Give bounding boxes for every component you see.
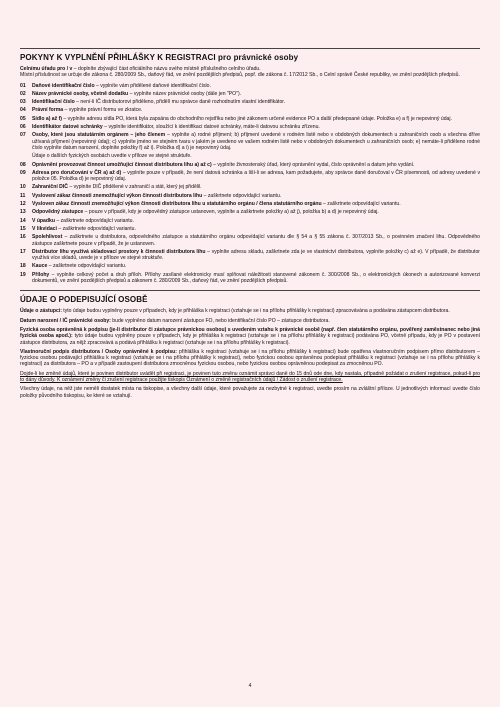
instructions-page <box>20 48 480 402</box>
item-title: Přílohy <box>32 271 50 278</box>
item-text <box>32 209 480 215</box>
item-number: 16 <box>20 234 26 241</box>
list-item <box>20 107 480 113</box>
item-body: – vyplníte identifikátor, sloužící k identifikaci datové schránky, máte-li datovou schránku zřízenu. <box>102 124 320 131</box>
item-number: 08 <box>20 161 26 168</box>
intro-text: – doplníte zbývající část oficiálního názvu svého místně příslušného celního úřadu. <box>72 66 261 72</box>
signatory-section <box>20 290 480 399</box>
item-body: – zaškrtnete odpovídající variantu. <box>56 225 136 232</box>
item-body: – vyplníte právní formu ve zkratce. <box>63 107 143 114</box>
item-text <box>32 272 480 285</box>
item-number: 15 <box>20 225 26 232</box>
list-item <box>20 263 480 269</box>
intro-block <box>20 66 480 79</box>
item-number: 13 <box>20 209 26 216</box>
signatory-text: přihláška k registraci (vztahuje se i na přílohu přihlášky k registraci) bude opatřena vlastnoručním podpisem přímo distributorem – fyzickou osobou podávající přihlášku k registraci (vztahuje se i na přílohu přihlášky k registraci), nebo fyzickou osobou oprávněnou podepisat přihlášku k registraci (vztahuje se i na přílohu přihlášky k registraci) za distributora – PO a v případě zastoupení distributora zmocněnou fyzickou osobou, nebo fyzickou osobou oprávněnou podepisat za zmocněnou PO. <box>20 348 480 368</box>
list-item <box>20 184 480 190</box>
item-title: V likvidaci <box>32 225 57 232</box>
item-title: Adresa pro doručování v ČR a) až d) <box>32 169 122 176</box>
signatory-text: tyto údaje budou vyplněny pouze v případech, kdy je přihláška k registraci (vztahuje se i na přílohu přihlášky k registraci) zpracovávána a podávána zástupcem distributora. <box>61 308 450 315</box>
item-number: 07 <box>20 132 26 139</box>
list-item <box>20 91 480 97</box>
item-title: Identifikační číslo <box>32 99 75 106</box>
item-text <box>32 201 480 207</box>
item-text <box>32 170 480 183</box>
item-body: – pouze v případě, kdy je odpovědný zástupce ustanoven, vyplníte a zaškrtnete položky a) až j), položka b) a d) je nepovinný údaj. <box>83 209 379 216</box>
item-text <box>32 184 480 190</box>
item-body: – zaškrtnete odpovídající variantu. <box>54 217 134 224</box>
item-number: 01 <box>20 82 26 89</box>
heading-instructions: POKYNY K VYPLNĚNÍ PŘIHLÁŠKY K REGISTRACI pro právnické osoby <box>20 53 299 62</box>
item-title: Spolehlivost <box>32 234 63 241</box>
signatory-paragraph <box>20 318 480 324</box>
item-text <box>32 83 480 89</box>
item-number: 11 <box>20 192 26 199</box>
item-title: V úpadku <box>32 217 55 224</box>
list-item <box>20 218 480 224</box>
signatory-paragraph <box>20 327 480 346</box>
item-body: – není-li IČ distributorovi přiděleno, přidělí mu správce daně rozhodnutím vlastní identifikátor. <box>74 99 286 106</box>
item-number: 18 <box>20 263 26 270</box>
item-text <box>32 124 480 130</box>
item-title: Vysloven zákaz činnosti znemožňující výkon činnosti distributora lihu u statutárního orgánu / člena statutárního orgánu <box>32 201 322 208</box>
list-item <box>20 124 480 130</box>
item-body: – zaškrtnete odpovídající variantu. <box>321 201 401 208</box>
item-title: Odpovědný zástupce <box>32 209 84 216</box>
item-body: – vyplníte adresu sídla PO, která byla zapsána do obchodního rejstříku nebo jiné zákonem určené evidence PO a další předepsané údaje. Položka e) a f) je nepovinný údaj. <box>62 115 452 122</box>
item-number: 12 <box>20 201 26 208</box>
top-rule <box>20 48 480 49</box>
list-item <box>20 201 480 207</box>
list-item <box>20 209 480 215</box>
item-number: 09 <box>20 169 26 176</box>
item-text <box>32 234 480 247</box>
list-item <box>20 83 480 89</box>
item-number: 04 <box>20 107 26 114</box>
item-body: – zaškrtnete odpovídající variantu. <box>47 263 127 270</box>
item-text <box>32 226 480 232</box>
item-body: – vyplníte živnostenský úřad, který oprávnění vydal, číslo oprávnění a datum jeho vydání. <box>211 161 415 168</box>
heading-signatory: ÚDAJE O PODEPISUJÍCÍ OSOBĚ <box>20 295 148 305</box>
item-title: Distributor lihu využívá skladovací prostory k činnosti distributora lihu <box>32 248 206 255</box>
list-item <box>20 226 480 232</box>
list-item <box>20 193 480 199</box>
item-text <box>32 116 480 122</box>
list-item <box>20 272 480 285</box>
item-number: 14 <box>20 217 26 224</box>
signatory-title: Fyzická osoba oprávněná k podpisu (je-li distributor či zástupce právnickou osobou) s uvedením vztahu k právnické osobě (např. člen statutárního orgánu, pověřený zaměstnanec nebo jiná fyzická osoba apod.): <box>20 326 480 340</box>
page-number: 4 <box>248 683 252 689</box>
item-text <box>32 132 480 151</box>
item-body: – vyplníte pouze v případě, že není datová schránka a liší-li se adresa, kam požadujete, aby správce daně doručoval v ČR písemnosti, od adresy uvedené v položce 05. Položka d) je nepovinný údaj. <box>32 169 480 183</box>
item-text <box>32 162 480 168</box>
item-body: – zaškrtnete u distributora, odpovědného zástupce a statutárního orgánu odpovídající variantu dle § 54 a § 55 zákona č. 307/2013 Sb., o povinném značení lihu. Odpovědného zástupce zaškrtnete pouze v případě, že je ustanoven. <box>32 234 480 247</box>
item-text <box>32 99 480 105</box>
list-item <box>20 162 480 168</box>
signatory-title: Vlastnoruční podpis distributora / Osoby oprávněné k podpisu: <box>20 348 177 355</box>
item-title: Název právnické osoby, včetně dodatku <box>32 90 129 97</box>
item-text <box>32 91 480 97</box>
item-body: – vyplníte název právnické osoby (dále jen "PO"). <box>128 90 242 97</box>
item-number: 17 <box>20 248 26 255</box>
item-text <box>32 107 480 113</box>
item-text <box>32 263 480 269</box>
list-item <box>20 170 480 183</box>
item-title: Kauce <box>32 263 48 270</box>
list-item <box>20 132 480 151</box>
list-item <box>20 234 480 247</box>
item-07-note: Údaje o dalších fyzických osobách uvedte v příloze ve stejné struktuře. <box>32 153 192 160</box>
item-body: – vyplníte DIČ přidělené v zahraničí a stát, který jej přidělil. <box>67 184 202 191</box>
item-title: Zahraniční DIČ <box>32 184 68 191</box>
item-body: – vyplníte celkový počet a druh příloh. Přílohy zasílané elektronicky musí splňovat náležitosti stanovené zákonem č. 300/2008 Sb., o elektronických úkonech a autorizované konverzi dokumentů, ve znění pozdějších předpisů a zákonem č. 280/2009 Sb., daňový řád, ve znění pozdějších předpisů. <box>32 271 480 285</box>
item-body: – zaškrtnete odpovídající variantu. <box>202 192 282 199</box>
final-note: Všechny údaje, na něž jste neměli dostatek místa na tiskopise, a všechny další údaje, které považujete za nezbytné k registraci, uvedte prosím na zvláštní příloze. U jednotlivých informací uvedte číslo položky původního tiskopisu, ke které se vztahují. <box>20 386 480 399</box>
item-title: Právní forma <box>32 107 64 114</box>
change-notice: Dojde-li ke změně údajů, které je povinen distributor uvádět při registraci, je povinen tuto změnu oznámit správci daně do 15 dnů ode dne, kdy nastala, případně požádat o zrušení registrace, pokud-li pro to dány důvody. K oznámení změny či zrušení registrace použijte tiskopis Oznámení o změně registračních údajů / Žádost o zrušení registrace. <box>20 370 480 383</box>
item-title: Vyslovení zákaz činnosti znemožňující výkon činnosti distributora lihu <box>32 192 203 199</box>
item-title: Sídlo a) až f) <box>32 115 62 122</box>
section-rule <box>20 290 480 291</box>
signatory-title: Datum narození / IČ právnické osoby: <box>20 317 111 324</box>
item-title: Osoby, které jsou statutárním orgánem – jeho členem <box>32 132 166 139</box>
item-body: – vyplníte adresu skladu, zaškrtnete zda je ve vlastnictví distributora, vyplníte položky c) až e). V případě, že distributor využívá více skladů, uvede je v příloze ve stejné struktuře. <box>32 248 480 262</box>
item-number: 05 <box>20 115 26 122</box>
item-number: 19 <box>20 271 26 278</box>
intro-lead: Celnímu úřadu pro / v <box>20 66 73 72</box>
signatory-list <box>20 308 480 367</box>
item-body: – vyplníte a) rodné příjmení; b) příjmení uvedené v rodném listě nebo v obdobných dokumentech u zahraničních osob a všechna dříve užívaná příjmení (nepovinný údaj); c) vyplníte jméno ve stejném tvaru v jakém je uvedeno ve vašem rodném listě nebo v obdobných dokumentech u zahraničních osob; e) nemáte-li přiděleno rodné číslo vyplníte datum narození, doplníte položky f) až i). Položka d) a i) je nepovinný údaj. <box>32 132 480 151</box>
item-text <box>32 193 480 199</box>
signatory-paragraph <box>20 308 480 314</box>
list-item <box>20 99 480 105</box>
signatory-text: tyto údaje budou vyplněny pouze v případech, kdy je přihláška k registraci (vztahuje se i na přílohu přihlášky k registraci) podávána PO, včetně případu, kdy je PO v postavení zástupce distributora, za nějž zpracovává a podává přihlášku k registraci (vztahuje se i na přílohu přihlášky k registraci). <box>20 333 480 346</box>
signatory-paragraph <box>20 349 480 368</box>
item-text <box>32 249 480 262</box>
item-title: Oprávnění provozovat činnost umožňující činnost distributora lihu a) až c) <box>32 161 212 168</box>
item-title: Identifikátor datové schránky <box>32 124 103 131</box>
item-number: 03 <box>20 99 26 106</box>
item-title: Daňové identifikační číslo <box>32 82 95 89</box>
item-number: 10 <box>20 184 26 191</box>
signatory-text: bude vyplněno datum narození zástupce FO, nebo identifikační číslo PO – zástupce distributora. <box>110 317 330 324</box>
item-number: 02 <box>20 90 26 97</box>
list-item <box>20 116 480 122</box>
item-text <box>32 218 480 224</box>
intro-line2: Místní příslušnost se určuje dle zákona č. 280/2009 Sb., daňový řád, ve znění pozdějších předpisů, popř. dle zákona č. 17/2012 Sb., o Celní správě České republiky, ve znění pozdějších předpisů. <box>20 72 460 79</box>
item-number: 06 <box>20 124 26 131</box>
list-item <box>20 249 480 262</box>
item-body: – vyplníte vám přidělené daňové identifikační číslo. <box>94 82 211 89</box>
signatory-title: Údaje o zástupci: <box>20 308 62 315</box>
instruction-list <box>20 83 480 285</box>
